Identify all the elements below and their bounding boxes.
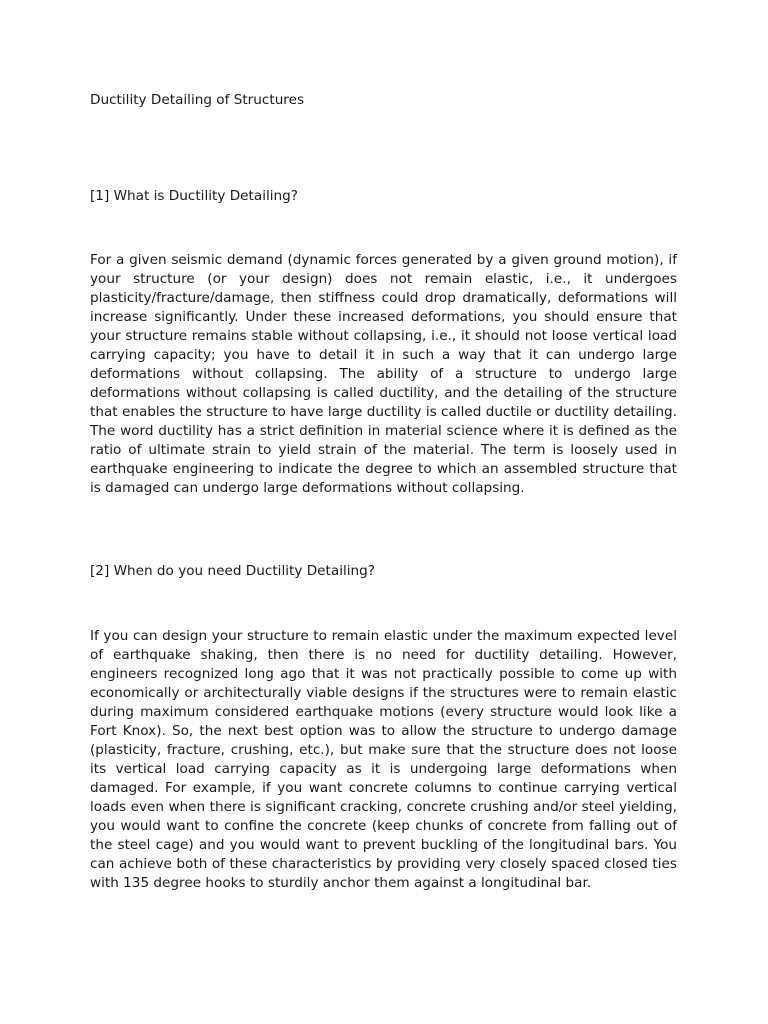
section-body-what-is: For a given seismic demand (dynamic forces generated by a given ground motion), if your structure (or your design) does not remain elastic, i.e., it undergoes plasticity/fracture/damage, then stiffness could drop dramatically, deformations will increase significantly. Under these increased deformations, you should ensure that your structure remains stable without collapsing, i.e., it should not loose vertical load carrying capacity; you have to detail it in such a way that it can undergo large deformations without collapsing. The ability of a structure to undergo large deformations without collapsing is called ductility, and the detailing of the structure that enables the structure to have large ductility is called ductile or ductility detailing. The word ductility has a strict definition in material science where it is defined as the ratio of ultimate strain to yield strain of the material. The term is loosely used in earthquake engineering to indicate the degree to which an assembled structure that is damaged can undergo large deformations without collapsing. (90, 252, 677, 496)
document-title: Ductility Detailing of Structures (90, 92, 305, 108)
section-heading-when-needed: [2] When do you need Ductility Detailing? (90, 563, 375, 579)
section-body-when-needed: If you can design your structure to remain elastic under the maximum expected level of earthquake shaking, then there is no need for ductility detailing. However, engineers recognized long ago that it was not practically possible to come up with economically or architecturally viable designs if the structures were to remain elastic during maximum considered earthquake motions (every structure would look like a Fort Knox). So, the next best option was to allow the structure to undergo damage (plasticity, fracture, crushing, etc.), but make sure that the structure does not loose its vertical load carrying capacity as it is undergoing large deformations when damaged. For example, if you want concrete columns to continue carrying vertical loads even when there is significant cracking, concrete crushing and/or steel yielding, you would want to confine the concrete (keep chunks of concrete from falling out of the steel cage) and you would want to prevent buckling of the longitudinal bars. You can achieve both of these characteristics by providing very closely spaced closed ties with 135 degree hooks to sturdily anchor them against a longitudinal bar. (90, 628, 677, 891)
section-heading-what-is: [1] What is Ductility Detailing? (90, 188, 298, 204)
